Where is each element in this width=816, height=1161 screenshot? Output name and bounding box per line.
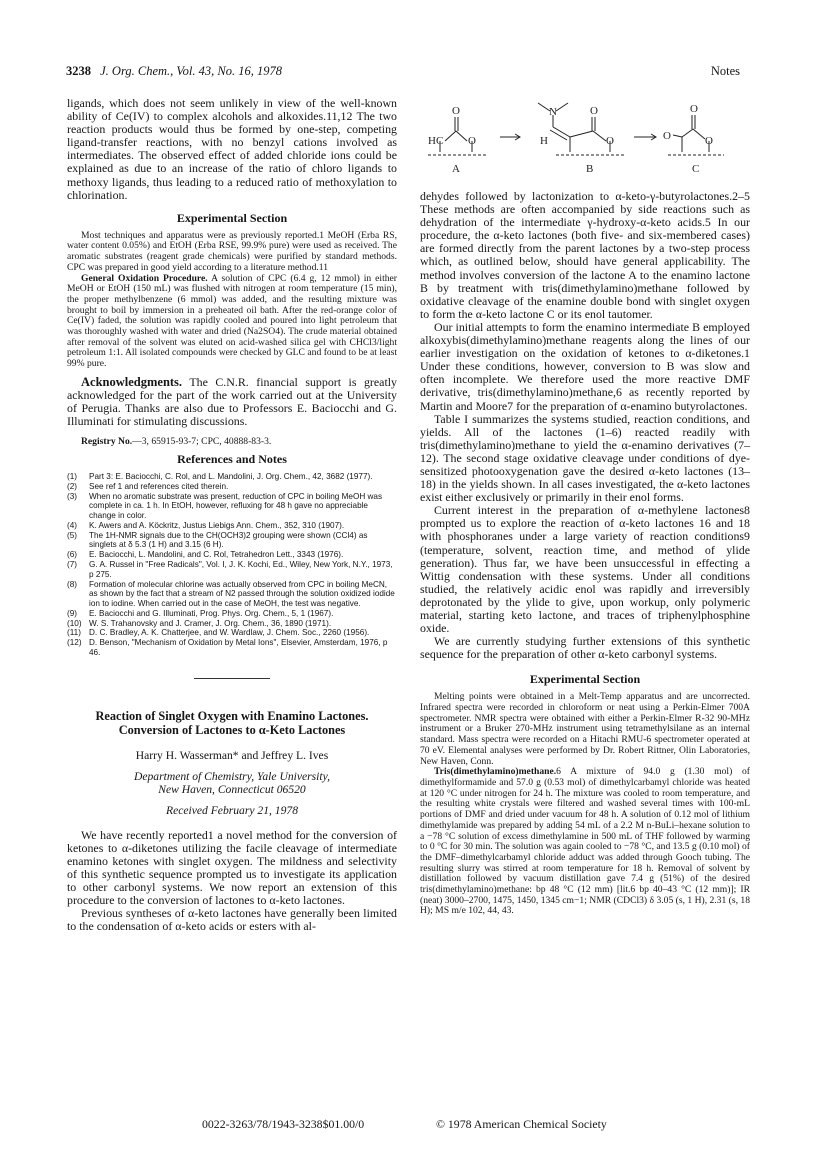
tris-procedure-title: Tris(dimethylamino)methane. [434,766,557,778]
reference-number: (11) [67,628,81,638]
experimental-paragraph-2: Melting points were obtained in a Melt-Temp apparatus and are uncorrected. Infrared spectra were recorded in chloroform or neat using a Perkin-Elmer 700A spectrometer. NMR spectra were obtained with either a Perkin-Elmer R-32 90-MHz instrument or a Bruker 270-MHz instrument using tetramethylsilane as an internal standard. Mass spectra were recorded on a Hitachi RMU-6 spectrometer operated at 70 eV. Elemental analyses were performed by Dr. Robert Rittner, Olin Laboratories, New Haven, Conn. [420,691,750,767]
compound-c-label: C [692,163,700,175]
journal-citation: J. Org. Chem., Vol. 43, No. 16, 1978 [100,64,282,78]
affiliation-line-2: New Haven, Connecticut 06520 [158,782,306,796]
reference-item [67,628,397,638]
reference-text: W. S. Trahanovsky and J. Cramer, J. Org. Chem., 36, 1890 (1971). [89,618,332,628]
registry-label: Registry No. [81,436,133,448]
reference-number: (8) [67,579,78,589]
compound-a-label: A [452,163,460,175]
a-h-label: H [428,135,436,147]
header-left [66,64,282,79]
reference-text: D. C. Bradley, A. K. Chatterjee, and W. Wardlaw, J. Chem. Soc., 2260 (1956). [89,628,370,638]
reference-number: (12) [67,638,82,648]
references-heading: References and Notes [177,451,287,466]
intro-paragraph-2: Previous syntheses of α-keto lactones have generally been limited to the condensation of α-keto acids or esters with al- [67,906,397,934]
page-number: 3238 [66,64,91,78]
reference-text: E. Baciocchi, L. Mandolini, and C. Rol, Tetrahedron Lett., 3343 (1976). [89,550,344,560]
left-column [67,97,397,933]
reference-item [67,521,397,531]
right-column [420,97,750,917]
reaction-scheme-drawing [420,97,750,182]
reference-item [67,472,397,482]
reference-item [67,492,397,521]
b-ring-top [570,131,593,137]
experimental-heading: Experimental Section [176,210,288,225]
reference-number: (10) [67,618,82,628]
right-paragraph-3: Table I summarizes the systems studied, reaction conditions, and yields. All of the lactones (1–6) reacted readily with tris(dimethylamino)methane to yield the α-enamino derivatives (7–12). The second stage oxidative cleavage under conditions of dye-sensitized photooxygenation gave the desired α-keto lactones (13–18) in the yields shown. In all cases investigated, the α-keto lactones exist either exclusively or primarily in their enol forms. [420,411,750,505]
right-paragraph-4: Current interest in the preparation of α-methylene lactones8 prompted us to explore the reaction of α-keto lactones 16 and 18 with phosphoranes under a large variety of reaction conditions9 (temperature, solvent, reaction time, and method of ylide generation). Thus far, we have been unsuccessful in effecting a Wittig condensation with these systems. Under all conditions studied, the relatively acidic enol was rapidly and irreversibly deprotonated by the ylide to give, upon workup, only polymeric material, starting keto lactone, and traces of triphenylphosphine oxide. [420,503,750,636]
reference-text: D. Benson, "Mechanism of Oxidation by Metal Ions", Elsevier, Amsterdam, 1976, p 46. [89,638,388,657]
b-nitrogen-label: N [549,106,557,118]
tris-procedure-text: 6 A mixture of 94.0 g (1.30 mol) of dimethylformamide and 57.0 g (0.53 mol) of dimethylcarbamyl chloride was heated at 120 °C under nitrogen for 24 h. The mixture was cooled to room temperature, and the resulting white crystals were filtered and washed several times with 100-mL portions of DMF and dried under vacuum for 48 h. A solution of 0.12 mol of lithium dimethylamide was prepared by adding 54 mL of a 2.2 M n-BuLi–hexane solution to a −78 °C solution of excess dimethylamine in 500 mL of THF followed by warming to 0 °C for 30 min. The solution was again cooled to −78 °C, and 13.5 g (0.10 mol) of the DMF–dimethylcarbamyl chloride adduct was added through Gooch tubing. The resulting slurry was stirred at room temperature for 18 h. Removal of solvent by distillation followed by vacuum distillation gave 7.4 g (51%) of the desired tris(dimethylamino)methane: bp 48 °C (12 mm) [lit.6 bp 40–43 °C (12 mm)]; IR (neat) 3000–2700, 1475, 1450, 1345 cm−1; NMR (CDCl3) δ 3.05 (s, 1 H), 2.31 (s, 18 H); MS m/e 102, 44, 43. [420,766,750,917]
reference-text: Formation of molecular chlorine was actually observed from CPC in boiling MeCN, as shown by the fact that a stream of N2 passed through the solution oxidized iodide ion to iodine. When carried out in the case of MeOH, the test was negative. [89,579,395,608]
c-ring-top [682,129,693,137]
running-header [66,64,740,80]
a-bond-left [445,131,456,141]
reference-number: (4) [67,520,78,530]
received-date: Received February 21, 1978 [166,803,298,817]
b-double-bond [553,127,570,137]
reference-number: (6) [67,550,78,560]
tris-procedure-paragraph [420,767,750,917]
b-double-bond-2 [550,130,567,140]
reference-list [67,472,397,658]
b-oxygen-label: O [590,105,598,117]
reaction-scheme [420,97,750,182]
registry-line [67,437,397,448]
article-title: Reaction of Singlet Oxygen with Enamino Lactones. Conversion of Lactones to α-Keto Lactones [95,708,369,737]
b-nme-bond-2 [556,103,568,111]
c-ring-right [693,129,705,139]
reference-number: (1) [67,471,78,481]
copyright-notice: © 1978 American Chemical Society [436,1117,607,1131]
acknowledgments-title: Acknowledgments. [81,374,183,389]
registry-text: —3, 65915-93-7; CPC, 40888-83-3. [132,436,272,448]
reference-text: See ref 1 and references cited therein. [89,481,229,491]
c-keto-bond [673,135,682,137]
reference-item [67,580,397,609]
a-oxygen-label: O [452,105,460,117]
acknowledgments-text: The C.N.R. financial support is greatly acknowledged for the part of the work carried out at the University of Perugia. Thanks are also due to Professors E. Baciocchi and G. Illuminati for stimulating discussions. [67,374,397,429]
continued-paragraph: ligands, which does not seem unlikely in view of the well-known ability of Ce(IV) to complex alcohols and alkoxides.11,12 The two reaction products would thus be formed by one-step, competing ligand-transfer reactions, with no benzyl cations involved as intermediates. The observed effect of added chloride ions could be explained as due to an increase of the ratio of chloro ligands to methoxy ligands, thus leading to a reduced ratio of methoxylation to chlorination. [67,96,397,202]
reference-item [67,482,397,492]
reference-item [67,638,397,657]
b-ring-oxygen-label: O [606,135,614,147]
article-divider [194,678,270,679]
reference-number: (3) [67,491,78,501]
reference-text: K. Awers and A. Köckritz, Justus Liebigs Ann. Chem., 352, 310 (1907). [89,520,345,530]
article-code: 0022-3263/78/1943-3238$01.00/0 [202,1117,365,1131]
author-affiliation [67,770,397,796]
general-procedure-paragraph [67,274,397,370]
c-oxygen-label: O [690,103,698,115]
c-ring-oxygen-label: O [705,135,713,147]
reference-text: When no aromatic substrate was present, reduction of CPC in boiling MeOH was complete in ca. 1 h. In EtOH, however, refluxing for 48 h gave no appreciable change in color. [89,491,383,520]
experimental-heading-2: Experimental Section [529,672,641,687]
right-paragraph-2: Our initial attempts to form the enamino intermediate B employed alkoxybis(dimethylamino)methane reagents along the lines of our earlier investigation on the oxidation of ketones to α-diketones.1 Under these conditions, however, conversion to B was slow and often incomplete. We therefore used the more reactive DMF derivative, tris(dimethylamino)methane,6 as recently reported by Martin and Moore7 for the preparation of α-enamino butyrolactones. [420,319,750,413]
right-paragraph-5: We are currently studying further extensions of this synthetic sequence for the preparation of other α-keto carbonyl systems. [420,634,750,662]
reference-text: The 1H-NMR signals due to the CH(OCH3)2 grouping were shown (CCl4) as singlets at δ 5.3 (1 H) and 3.15 (6 H). [89,530,368,550]
c-keto-oxygen-label: O [663,130,671,142]
reference-number: (2) [67,481,78,491]
b-h-label: H [540,135,548,147]
reference-number: (5) [67,530,78,540]
reference-item [67,609,397,619]
reference-item [67,531,397,550]
a-ring-oxygen-label: O [468,135,476,147]
right-paragraph-1: dehydes followed by lactonization to α-keto-γ-butyrolactones.2–5 These methods are often accompanied by side reactions such as dehydration of the intermediate γ-hydroxy-α-keto acids.5 In our procedure, the α-keto lactones (both five- and six-membered cases) are formed directly from the parent lactones by a two-step process which, as outlined below, should have general applicability. The method involves conversion of the lactone A to the enamino lactone B by treatment with tris(dimethylamino)methane followed by oxidative cleavage of the enamine double bond with singlet oxygen to form the α-keto lactone C or its enol tautomer. [420,189,750,321]
affiliation-line-1: Department of Chemistry, Yale University, [133,769,330,783]
reference-item [67,619,397,629]
compound-b-label: B [586,163,594,175]
intro-paragraph-1: We have recently reported1 a novel method for the conversion of ketones to α-diketones utilizing the facile cleavage of intermediate enamino ketones with singlet oxygen. The mildness and selectivity of this synthetic sequence prompted us to investigate its application to other carbonyl systems. We now report an extension of this procedure to the conversion of lactones to α-keto lactones. [67,827,397,907]
b-ring-right [593,131,606,141]
reference-number: (7) [67,560,78,570]
a-c-label: C [436,135,444,147]
reference-text: Part 3: E. Baciocchi, C. Rol, and L. Mandolini, J. Org. Chem., 42, 3682 (1977). [89,471,373,481]
general-procedure-text: A solution of CPC (6.4 g, 12 mmol) in either MeOH or EtOH (150 mL) was flushed with nitrogen at room temperature (15 min), the proper methylbenzene (6 mmol) was added, and the resulting mixture was brought to boil by immersion in a preheated oil bath. After the red-orange color of Ce(IV) faded, the solution was rapidly cooled and poured into light petroleum that was thoroughly washed with water and dried (Na2SO4). The crude material obtained after removal of the solvent was eluted on acid-washed silica gel with CHCl3/light petroleum 1:1. All isolated compounds were checked by GLC and found to be at least 99% pure. [67,272,397,370]
general-procedure-title: General Oxidation Procedure. [81,272,208,284]
reference-number: (9) [67,608,78,618]
acknowledgments-paragraph [67,376,397,428]
reference-text: E. Baciocchi and G. Illuminati, Prog. Phys. Org. Chem., 5, 1 (1967). [89,608,334,618]
article-authors: Harry H. Wasserman* and Jeffrey L. Ives [135,748,329,762]
reference-item [67,550,397,560]
experimental-paragraph: Most techniques and apparatus were as previously reported.1 MeOH (Erba RS, water content 0.05%) and EtOH (Erba RSE, 99.9% pure) were used as received. The aromatic substrates (reagent grade chemicals) were purified by standard methods. CPC was prepared in good yield according to a literature method.11 [67,229,397,273]
a-bond-right [456,131,467,141]
reference-item [67,560,397,579]
reference-text: G. A. Russel in "Free Radicals", Vol. I, J. K. Kochi, Ed., Wiley, New York, N.Y., 1973, p 275. [89,560,393,579]
section-name: Notes [710,64,740,78]
